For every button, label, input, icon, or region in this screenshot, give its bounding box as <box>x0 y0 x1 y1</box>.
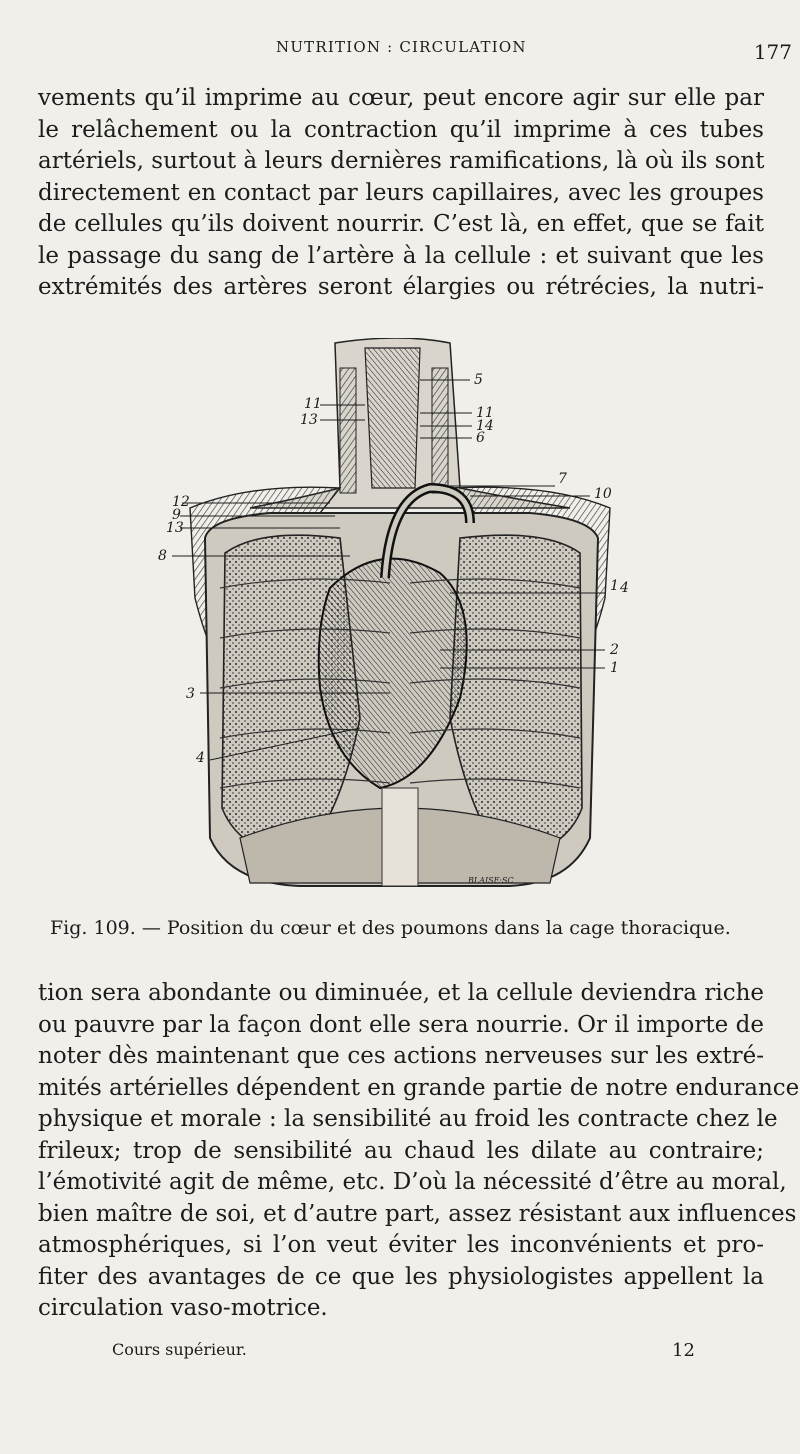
text-line: le passage du sang de l’artère à la cellule : et suivant que les <box>38 242 764 269</box>
body-text-top <box>38 83 764 304</box>
figure-label: 4 <box>620 580 629 596</box>
figure-label: 1 <box>610 660 619 676</box>
body-text-bottom <box>38 978 800 1325</box>
figure-label: 2 <box>610 642 619 658</box>
figure-label: 14 <box>476 418 494 434</box>
figure-label: 13 <box>166 520 184 536</box>
text-line: tion sera abondante ou diminuée, et la cellule deviendra riche <box>38 980 764 1006</box>
figure-label: 13 <box>300 412 318 428</box>
text-line: fiter des avantages de ce que les physiologistes appellent la <box>38 1263 764 1290</box>
figure-label: 4 <box>196 750 205 766</box>
figure-label: 6 <box>476 430 485 446</box>
figure-label: 12 <box>172 494 190 510</box>
figure-caption: Fig. 109. — Position du cœur et des poumons dans la cage thoracique. <box>50 917 731 939</box>
trachea <box>365 348 420 488</box>
neck-artery-left <box>340 368 356 493</box>
figure-label: 8 <box>158 548 167 564</box>
figure-label: 1 <box>610 578 619 594</box>
text-line: directement en contact par leurs capillaires, avec les groupes <box>38 179 764 206</box>
figure-label: 11 <box>304 396 322 412</box>
anatomical-figure <box>150 338 650 893</box>
figure-label: 10 <box>594 486 612 502</box>
text-line: bien maître de soi, et d’autre part, assez résistant aux influences <box>38 1200 797 1227</box>
footer-title: Cours supérieur. <box>112 1340 247 1359</box>
page-header <box>0 34 800 66</box>
text-line: noter dès maintenant que ces actions nerveuses sur les extré- <box>38 1043 764 1069</box>
text-line: extrémités des artères seront élargies ou rétrécies, la nutri- <box>38 274 764 300</box>
spine <box>382 788 418 886</box>
text-line: mités artérielles dépendent en grande partie de notre endurance <box>38 1074 800 1101</box>
thorax-illustration <box>150 338 650 893</box>
figure-label: 5 <box>474 372 483 388</box>
text-line: physique et morale : la sensibilité au froid les contracte chez le <box>38 1106 778 1132</box>
text-line: ou pauvre par la façon dont elle sera nourrie. Or il importe de <box>38 1011 764 1038</box>
figure-label: 7 <box>558 471 567 487</box>
text-line: artériels, surtout à leurs dernières ramifications, là où ils sont <box>38 148 765 174</box>
signature-mark: 12 <box>672 1340 695 1361</box>
running-head: NUTRITION : CIRCULATION <box>276 38 527 56</box>
text-line: vements qu’il imprime au cœur, peut encore agir sur elle par <box>38 85 764 111</box>
text-line-last: circulation vaso-motrice. <box>38 1295 328 1321</box>
engraver-signature: BLAISE·SC <box>468 876 514 885</box>
page-footer <box>0 1340 800 1370</box>
figure-label: 9 <box>172 507 181 523</box>
figure-label: 11 <box>476 405 494 421</box>
text-line: frileux; trop de sensibilité au chaud les dilate au contraire; <box>38 1137 764 1164</box>
figure-label: 3 <box>186 686 195 702</box>
text-line: le relâchement ou la contraction qu’il imprime à ces tubes <box>38 116 764 143</box>
text-line: l’émotivité agit de même, etc. D’où la nécessité d’être au moral, <box>38 1169 787 1195</box>
page-number: 177 <box>753 40 792 64</box>
text-line: de cellules qu’ils doivent nourrir. C’est là, en effet, que se fait <box>38 211 764 237</box>
text-line: atmosphériques, si l’on veut éviter les inconvénients et pro- <box>38 1232 764 1258</box>
neck-artery-right <box>432 368 448 493</box>
